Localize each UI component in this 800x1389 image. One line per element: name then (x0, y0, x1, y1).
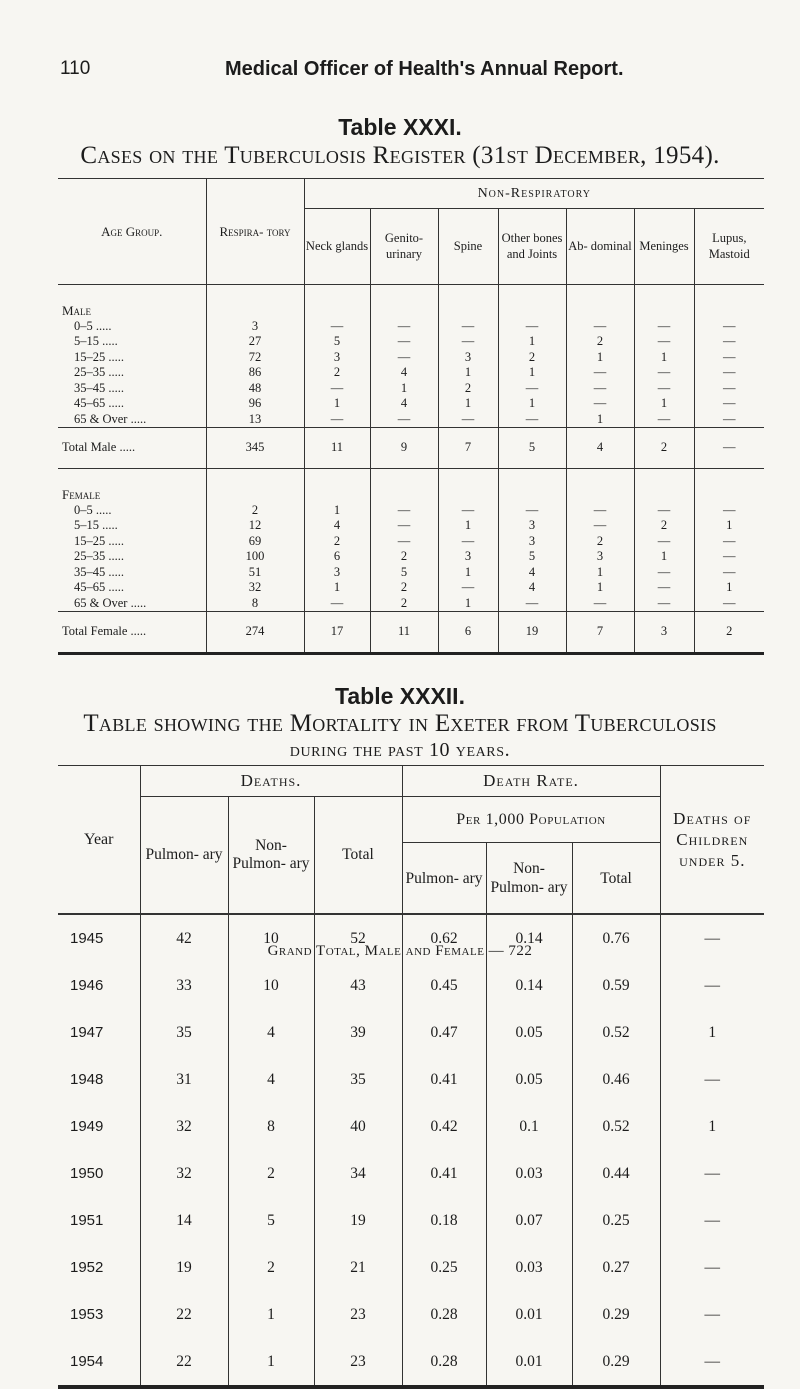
col-lupus-mastoid: Lupus, Mastoid (694, 209, 764, 285)
table-cell: 43 (314, 962, 402, 1009)
total-cell: 19 (498, 612, 566, 654)
col-other-bones: Other bones and Joints (498, 209, 566, 285)
table-cell: — (660, 1056, 764, 1103)
table-row (58, 1244, 764, 1291)
table-cell: 42 (140, 914, 228, 962)
table-cell: — (370, 518, 438, 534)
table-cell: — (438, 503, 498, 519)
col-deaths: Deaths. (140, 766, 402, 797)
age-group-label: 65 & Over ..... (74, 411, 147, 426)
table-cell: 6 (304, 549, 370, 565)
table-cell: 0.28 (402, 1291, 486, 1338)
table-cell: — (498, 319, 566, 335)
table-cell: 4 (228, 1009, 314, 1056)
table-cell: — (304, 596, 370, 612)
table-row (58, 503, 764, 519)
table-cell: 1 (660, 1103, 764, 1150)
year-cell: 1949 (70, 1118, 104, 1135)
table-cell: 5 (498, 549, 566, 565)
table-cell: 4 (498, 565, 566, 581)
table-cell: 1 (438, 565, 498, 581)
year-cell: 1950 (70, 1165, 104, 1182)
table-cell: — (438, 580, 498, 596)
table-cell: — (694, 396, 764, 412)
table-cell: 0.29 (572, 1291, 660, 1338)
table-row (58, 1291, 764, 1338)
table-cell: 32 (140, 1103, 228, 1150)
col-deaths-pulmonary: Pulmon- ary (140, 797, 228, 915)
table-cell: 1 (498, 334, 566, 350)
table-cell: 1 (438, 365, 498, 381)
year-cell: 1954 (58, 1338, 140, 1387)
table-cell: 2 (566, 334, 634, 350)
table-cell: 1 (438, 596, 498, 612)
year-cell: 1952 (70, 1259, 104, 1276)
table-cell: 96 (206, 396, 304, 412)
table-cell: — (660, 1291, 764, 1338)
table-cell: 40 (314, 1103, 402, 1150)
table-cell: 4 (304, 518, 370, 534)
table-row (58, 412, 764, 428)
table-cell: — (634, 565, 694, 581)
total-cell: 3 (634, 612, 694, 654)
table-cell: — (694, 334, 764, 350)
table-cell: — (634, 580, 694, 596)
table-cell: 0.01 (486, 1338, 572, 1387)
table-cell: — (566, 518, 634, 534)
female-section-header (58, 469, 764, 503)
table-cell: 0.05 (486, 1056, 572, 1103)
col-respiratory: Respira- tory (206, 179, 304, 285)
table-cell: 1 (660, 1009, 764, 1056)
year-cell: 1951 (70, 1212, 104, 1229)
page-header (60, 58, 760, 84)
age-group-label: 65 & Over ..... (74, 595, 147, 610)
table-cell: 27 (206, 334, 304, 350)
table-row (58, 1009, 764, 1056)
table-cell: 5 (370, 565, 438, 581)
table-cell: — (566, 365, 634, 381)
table-cell: — (694, 381, 764, 397)
table-cell: — (370, 350, 438, 366)
table32-caption: Table showing the Mortality in Exeter from Tuberculosis (83, 710, 717, 737)
table-row (58, 914, 764, 962)
table-cell: — (694, 365, 764, 381)
year-cell: 1953 (70, 1306, 104, 1323)
table-cell: 0.18 (402, 1197, 486, 1244)
male-total-row (58, 428, 764, 469)
table-cell: 35 (140, 1009, 228, 1056)
table-cell: 1 (566, 412, 634, 428)
table-cell: 23 (314, 1291, 402, 1338)
table-cell: — (438, 319, 498, 335)
col-spine: Spine (438, 209, 498, 285)
table-cell: 48 (206, 381, 304, 397)
table-cell: 1 (304, 580, 370, 596)
col-abdominal: Ab- dominal (566, 209, 634, 285)
col-deaths-non-pulmonary: Non- Pulmon- ary (228, 797, 314, 915)
col-rate-total: Total (572, 843, 660, 915)
table-cell: — (660, 1338, 764, 1387)
table-cell: — (694, 412, 764, 428)
table-cell: 2 (206, 503, 304, 519)
table-cell: — (370, 534, 438, 550)
table-cell: — (634, 412, 694, 428)
table-cell: — (498, 412, 566, 428)
table-cell: — (566, 381, 634, 397)
table-cell: 0.28 (402, 1338, 486, 1387)
table-cell: — (660, 1197, 764, 1244)
table-cell: 0.59 (572, 962, 660, 1009)
table-cell: 1 (370, 381, 438, 397)
total-cell: — (694, 428, 764, 469)
col-year: Year (58, 766, 140, 915)
table-cell: 2 (370, 580, 438, 596)
table31-caption: Cases on the Tuberculosis Register (31st December, 1954). (80, 142, 720, 169)
table-row (58, 1056, 764, 1103)
table-cell: — (304, 412, 370, 428)
total-label: Total Male ..... (58, 428, 206, 469)
table-cell: 31 (140, 1056, 228, 1103)
table-cell: 0.03 (486, 1244, 572, 1291)
total-cell: 7 (438, 428, 498, 469)
table-row (58, 1197, 764, 1244)
table-cell: 2 (634, 518, 694, 534)
total-cell: 11 (370, 612, 438, 654)
table-cell: — (694, 350, 764, 366)
male-section-header (58, 285, 764, 319)
table-cell: — (660, 1244, 764, 1291)
table-cell: 1 (634, 549, 694, 565)
table31-label: Table XXXI. (338, 114, 462, 140)
table-cell: 4 (498, 580, 566, 596)
table-row (58, 534, 764, 550)
col-age-group: Age Group. (58, 179, 206, 285)
table-cell: — (438, 334, 498, 350)
table-cell: 14 (140, 1197, 228, 1244)
total-cell: 5 (498, 428, 566, 469)
total-cell: 274 (206, 612, 304, 654)
table-row (58, 350, 764, 366)
table-cell: 3 (566, 549, 634, 565)
table-cell: 0.52 (572, 1103, 660, 1150)
age-group-label: 0–5 ..... (74, 502, 112, 517)
col-neck-glands: Neck glands (304, 209, 370, 285)
table-cell: 86 (206, 365, 304, 381)
table-cell: — (634, 503, 694, 519)
table-cell: 21 (314, 1244, 402, 1291)
table-cell: 1 (694, 518, 764, 534)
table-row (58, 334, 764, 350)
table-cell: 1 (228, 1338, 314, 1387)
year-cell: 1948 (70, 1071, 104, 1088)
mortality-table (58, 765, 764, 1389)
female-total-row (58, 612, 764, 654)
table-cell: — (634, 319, 694, 335)
col-meninges: Meninges (634, 209, 694, 285)
table-cell: 0.29 (572, 1338, 660, 1387)
table-cell: 13 (206, 412, 304, 428)
table-cell: 0.14 (486, 914, 572, 962)
table-cell: 2 (228, 1150, 314, 1197)
table-cell: 0.27 (572, 1244, 660, 1291)
table-cell: — (634, 534, 694, 550)
total-cell: 7 (566, 612, 634, 654)
table-cell: — (634, 334, 694, 350)
col-per-1000: Per 1,000 Population (402, 797, 660, 843)
table-row (58, 962, 764, 1009)
age-group-label: 45–65 ..... (74, 396, 124, 410)
table-cell: 35 (314, 1056, 402, 1103)
table-cell: 3 (304, 350, 370, 366)
table-cell: 0.46 (572, 1056, 660, 1103)
table-cell: 0.44 (572, 1150, 660, 1197)
year-cell: 1946 (70, 977, 104, 994)
grand-total: Grand Total, Male and Female — 722 (267, 943, 533, 959)
table-cell: — (370, 503, 438, 519)
col-genito-urinary: Genito- urinary (370, 209, 438, 285)
table-cell: 1 (566, 565, 634, 581)
table-cell: 0.05 (486, 1009, 572, 1056)
table-cell: 0.25 (402, 1244, 486, 1291)
table-cell: 32 (140, 1150, 228, 1197)
page-number: 110 (60, 58, 91, 79)
table-cell: 0.1 (486, 1103, 572, 1150)
year-cell: 1945 (58, 914, 140, 962)
table-row (58, 580, 764, 596)
table-row (58, 381, 764, 397)
age-group-label: 5–15 ..... (74, 518, 118, 532)
table-cell: — (694, 319, 764, 335)
age-group-label: 15–25 ..... (74, 349, 124, 364)
total-cell: 9 (370, 428, 438, 469)
table-cell: 0.03 (486, 1150, 572, 1197)
table-cell: — (634, 596, 694, 612)
table32-subcaption: during the past 10 years. (289, 739, 511, 761)
table-cell: — (498, 596, 566, 612)
table-cell: 3 (438, 549, 498, 565)
table-cell: 2 (228, 1244, 314, 1291)
age-group-label: 15–25 ..... (74, 533, 124, 548)
table-cell: 2 (438, 381, 498, 397)
table-cell: 8 (206, 596, 304, 612)
total-cell: 6 (438, 612, 498, 654)
table-cell: 34 (314, 1150, 402, 1197)
table-cell: 1 (498, 396, 566, 412)
table-cell: 0.01 (486, 1291, 572, 1338)
table32-label: Table XXXII. (335, 683, 465, 709)
table-cell: — (370, 412, 438, 428)
table-row (58, 549, 764, 565)
table-cell: 1 (228, 1291, 314, 1338)
table-cell: 4 (228, 1056, 314, 1103)
table-cell: 0.45 (402, 962, 486, 1009)
table-cell: — (694, 503, 764, 519)
table-cell: 72 (206, 350, 304, 366)
table-cell: 1 (438, 518, 498, 534)
male-section-title: Male (58, 285, 206, 319)
table-cell: 2 (304, 534, 370, 550)
col-non-respiratory: Non-Respiratory (304, 179, 764, 209)
table-cell: — (694, 565, 764, 581)
table-cell: 1 (566, 580, 634, 596)
table-cell: 2 (370, 549, 438, 565)
table-cell: 4 (370, 396, 438, 412)
table-cell: 51 (206, 565, 304, 581)
table-row (58, 396, 764, 412)
table-cell: 19 (140, 1244, 228, 1291)
table-row (58, 1338, 764, 1387)
total-cell: 17 (304, 612, 370, 654)
table-cell: 1 (634, 396, 694, 412)
table-cell: 0.41 (402, 1056, 486, 1103)
table-row (58, 1103, 764, 1150)
table-cell: 39 (314, 1009, 402, 1056)
table-cell: 1 (304, 503, 370, 519)
age-group-label: 35–45 ..... (74, 564, 124, 579)
table-cell: 19 (314, 1197, 402, 1244)
total-label: Total Female ..... (58, 612, 206, 654)
table-cell: — (438, 534, 498, 550)
table-cell: 0.52 (572, 1009, 660, 1056)
table-cell: 33 (140, 962, 228, 1009)
table-cell: 1 (634, 350, 694, 366)
table-cell: 100 (206, 549, 304, 565)
table-cell: — (370, 334, 438, 350)
table-cell: 2 (304, 365, 370, 381)
table-cell: 0.42 (402, 1103, 486, 1150)
female-section-title: Female (58, 469, 206, 503)
table-cell: 52 (314, 914, 402, 962)
table-cell: — (498, 381, 566, 397)
table-cell: 5 (228, 1197, 314, 1244)
table-cell: 1 (438, 396, 498, 412)
table-cell: 0.62 (402, 914, 486, 962)
table-cell: — (566, 319, 634, 335)
table-cell: 3 (304, 565, 370, 581)
table-cell: 32 (206, 580, 304, 596)
running-title: Medical Officer of Health's Annual Report. (225, 58, 624, 80)
tuberculosis-register-table (58, 178, 764, 655)
table-cell: 22 (140, 1338, 228, 1387)
table-cell: — (498, 503, 566, 519)
table-cell: 10 (228, 962, 314, 1009)
table-cell: 5 (304, 334, 370, 350)
table-cell: 0.07 (486, 1197, 572, 1244)
table-cell: — (660, 962, 764, 1009)
total-cell: 4 (566, 428, 634, 469)
table-cell: — (694, 534, 764, 550)
table-cell: — (370, 319, 438, 335)
total-cell: 11 (304, 428, 370, 469)
table-cell: 3 (206, 319, 304, 335)
table-cell: — (634, 381, 694, 397)
table-cell: 2 (498, 350, 566, 366)
table-row (58, 596, 764, 612)
total-cell: 345 (206, 428, 304, 469)
col-rate-pulmonary: Pulmon- ary (402, 843, 486, 915)
col-death-rate: Death Rate. (402, 766, 660, 797)
table-cell: 12 (206, 518, 304, 534)
table-cell: 0.14 (486, 962, 572, 1009)
table-cell: 8 (228, 1103, 314, 1150)
table-cell: — (566, 396, 634, 412)
table-cell: — (660, 914, 764, 962)
age-group-label: 25–35 ..... (74, 365, 124, 379)
table-row (58, 319, 764, 335)
table-cell: 23 (314, 1338, 402, 1387)
col-deaths-total: Total (314, 797, 402, 915)
age-group-label: 0–5 ..... (74, 318, 112, 333)
table-row (58, 565, 764, 581)
table-cell: — (694, 596, 764, 612)
age-group-label: 45–65 ..... (74, 580, 124, 594)
table-cell: 22 (140, 1291, 228, 1338)
table-cell: 1 (304, 396, 370, 412)
col-deaths-children: Deaths of Children under 5. (660, 766, 764, 915)
table-row (58, 1150, 764, 1197)
table-cell: — (660, 1150, 764, 1197)
table-cell: 3 (498, 518, 566, 534)
table-cell: — (304, 319, 370, 335)
year-cell: 1947 (70, 1024, 104, 1041)
table-cell: 1 (498, 365, 566, 381)
table-cell: 69 (206, 534, 304, 550)
table-cell: — (566, 503, 634, 519)
table-cell: 3 (498, 534, 566, 550)
table-cell: — (694, 549, 764, 565)
age-group-label: 35–45 ..... (74, 380, 124, 395)
col-rate-non-pulmonary: Non- Pulmon- ary (486, 843, 572, 915)
table-cell: 2 (566, 534, 634, 550)
table-row (58, 365, 764, 381)
table-cell: 1 (694, 580, 764, 596)
age-group-label: 25–35 ..... (74, 549, 124, 563)
table-row (58, 518, 764, 534)
table-cell: — (634, 365, 694, 381)
total-cell: 2 (694, 612, 764, 654)
table-cell: 4 (370, 365, 438, 381)
table-cell: 3 (438, 350, 498, 366)
table-cell: 0.76 (572, 914, 660, 962)
table-cell: — (566, 596, 634, 612)
table-cell: — (438, 412, 498, 428)
table-cell: 0.41 (402, 1150, 486, 1197)
table-cell: 1 (566, 350, 634, 366)
table-cell: 0.47 (402, 1009, 486, 1056)
age-group-label: 5–15 ..... (74, 334, 118, 348)
table-cell: 0.25 (572, 1197, 660, 1244)
table-cell: 2 (370, 596, 438, 612)
table-cell: — (304, 381, 370, 397)
total-cell: 2 (634, 428, 694, 469)
table-cell: 10 (228, 914, 314, 962)
